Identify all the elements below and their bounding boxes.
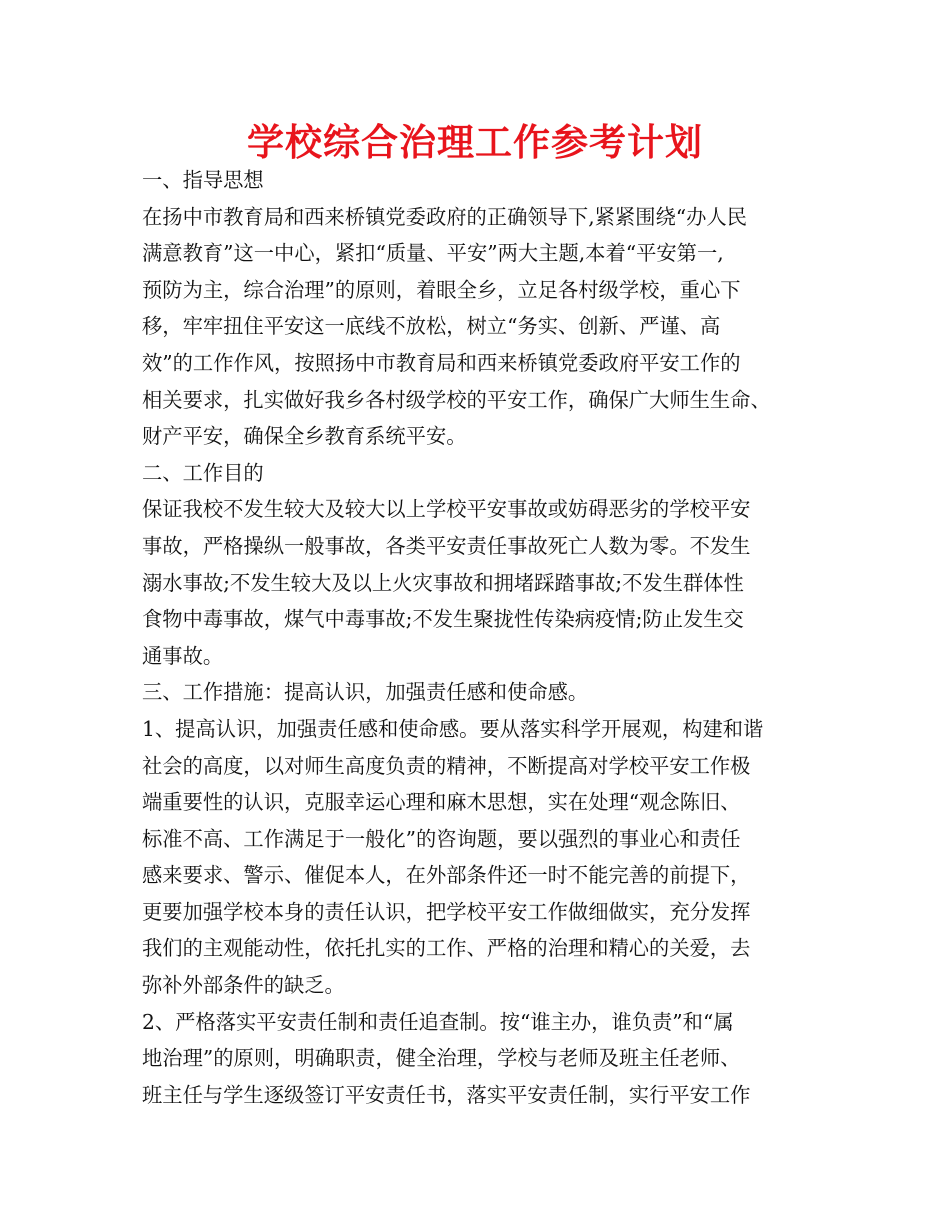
text-line: 一、指导思想 (142, 168, 264, 192)
text-line: 地治理”的原则，明确职责，健全治理，学校与老师及班主任老师、 (142, 1046, 741, 1071)
text-line: 移，牢牢扭住平安这一底线不放松，树立“务实、创新、严谨、高 (142, 314, 721, 339)
text-line: 食物中毒事故，煤气中毒事故;不发生聚拢性传染病疫情;防止发生交 (142, 607, 744, 632)
text-line: 溺水事故;不发生较大及以上火灾事故和拥堵踩踏事故;不发生群体性 (142, 570, 744, 595)
text-line: 弥补外部条件的缺乏。 (142, 973, 345, 998)
text-line: 财产平安，确保全乡教育系统平安。 (142, 424, 467, 449)
text-line: 1、提高认识，加强责任感和使命感。要从落实科学开展观，构建和谐 (142, 716, 764, 741)
text-line: 保证我校不发生较大及较大以上学校平安事故或妨碍恶劣的学校平安 (142, 497, 751, 522)
text-line: 相关要求，扎实做好我乡各村级学校的平安工作，确保广大师生生命、 (142, 387, 771, 412)
text-line: 在扬中市教育局和西来桥镇党委政府的正确领导下,紧紧围绕“办人民 (142, 204, 747, 229)
text-line: 社会的高度，以对师生高度负责的精神，不断提高对学校平安工作极 (142, 753, 751, 778)
text-line: 效”的工作作风，按照扬中市教育局和西来桥镇党委政府平安工作的 (142, 350, 741, 375)
text-line: 我们的主观能动性，依托扎实的工作、严格的治理和精心的关爱，去 (142, 936, 751, 961)
text-line: 通事故。 (142, 643, 224, 668)
text-line: 三、工作措施：提高认识，加强责任感和使命感。 (142, 680, 589, 705)
text-line: 二、工作目的 (142, 460, 264, 485)
document-body (142, 162, 806, 1113)
text-line: 更要加强学校本身的责任认识，把学校平安工作做细做实，充分发挥 (142, 899, 751, 924)
text-line: 预防为主，综合治理”的原则，着眼全乡，立足各村级学校，重心下 (142, 277, 741, 302)
text-line: 端重要性的认识，克服幸运心理和麻木思想，实在处理“观念陈旧、 (142, 790, 741, 815)
text-line: 事故，严格操纵一般事故，各类平安责任事故死亡人数为零。不发生 (142, 533, 751, 558)
text-line: 感来要求、警示、催促本人，在外部条件还一时不能完善的前提下， (142, 863, 751, 888)
text-line: 2、严格落实平安责任制和责任追查制。按“谁主办，谁负责”和“属 (142, 1009, 734, 1034)
text-line: 班主任与学生逐级签订平安责任书，落实平安责任制，实行平安工作 (142, 1082, 751, 1107)
text-line: 标准不高、工作满足于一般化”的咨询题，要以强烈的事业心和责任 (142, 826, 741, 851)
text-line: 满意教育”这一中心，紧扣“质量、平安”两大主题,本着“平安第一, (142, 241, 724, 266)
document-title: 学校综合治理工作参考计划 (247, 121, 703, 164)
